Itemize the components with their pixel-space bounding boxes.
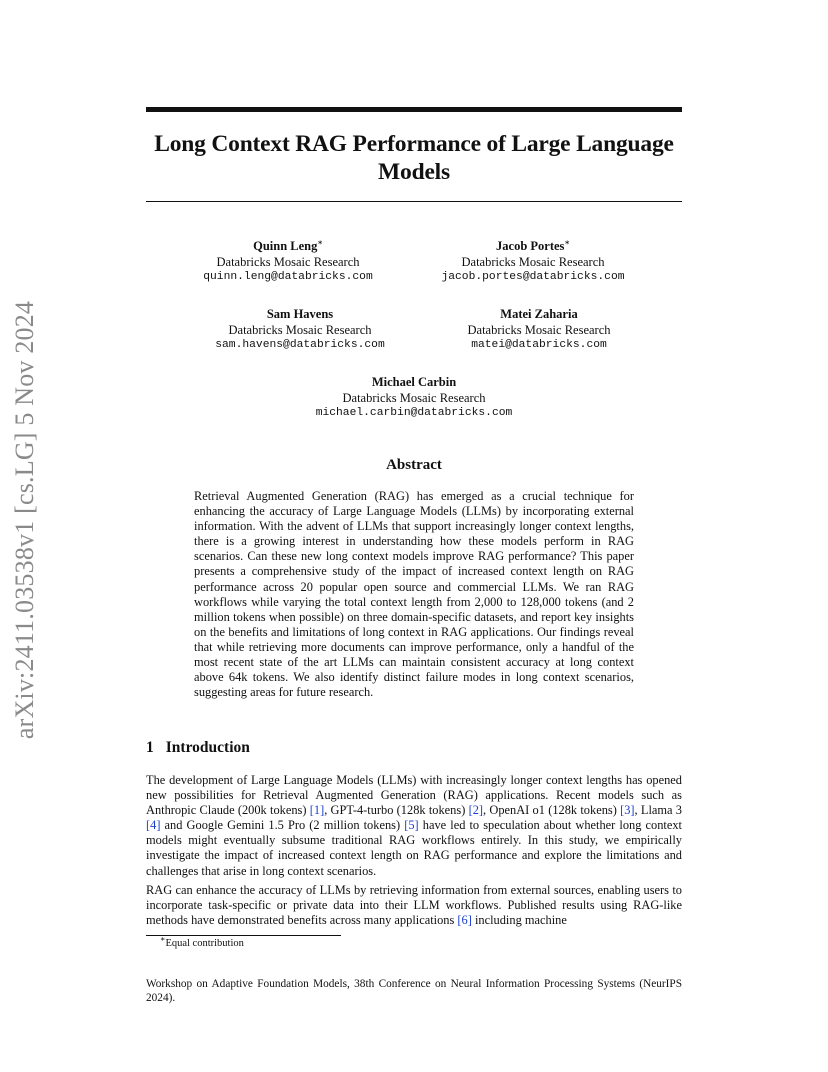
- author-block: [190, 307, 410, 354]
- section-heading: [146, 739, 250, 757]
- author-affiliation: Databricks Mosaic Research: [216, 254, 360, 269]
- author-email[interactable]: jacob.portes@databricks.com: [441, 271, 625, 283]
- abstract-heading: Abstract: [386, 457, 442, 473]
- citation-link[interactable]: [4]: [146, 818, 161, 833]
- author-block: [178, 239, 398, 286]
- footnote-rule: [146, 935, 341, 936]
- author-block: [424, 239, 642, 286]
- footnote-mark: ∗: [160, 934, 166, 944]
- title-bottom-rule: [146, 201, 682, 202]
- author-email[interactable]: quinn.leng@databricks.com: [203, 271, 373, 283]
- citation-link[interactable]: [6]: [457, 913, 472, 928]
- author-name: Quinn Leng∗: [253, 237, 323, 253]
- footnote: [160, 934, 244, 949]
- citation-link[interactable]: [3]: [620, 803, 635, 818]
- equal-contribution-mark: ∗: [317, 237, 323, 247]
- author-block: [430, 307, 648, 354]
- equal-contribution-mark: ∗: [564, 237, 570, 247]
- author-email[interactable]: sam.havens@databricks.com: [215, 339, 385, 351]
- paper-title: Long Context RAG Performance of Large Language Models: [154, 131, 674, 185]
- venue-note: Workshop on Adaptive Foundation Models, 38th Conference on Neural Information Processing Systems (NeurIPS 2024).: [146, 978, 682, 1004]
- intro-paragraph-2: RAG can enhance the accuracy of LLMs by retrieving information from external sources, enabling users to incorporate task-specific or private data into their LLM workflows. Published results using RAG-like methods have demonstrated benefits across many applications [6] including machine: [146, 883, 682, 928]
- footnote-text: Equal contribution: [165, 938, 244, 949]
- title-top-rule: [146, 107, 682, 112]
- arxiv-identifier-text: arXiv:2411.03538v1 [cs.LG] 5 Nov 2024: [10, 300, 39, 740]
- author-name: Matei Zaharia: [500, 307, 578, 321]
- arxiv-identifier-stamp: [3, 289, 47, 751]
- author-affiliation: Databricks Mosaic Research: [467, 322, 611, 337]
- author-name: Jacob Portes∗: [496, 237, 570, 253]
- author-name: Michael Carbin: [371, 375, 457, 389]
- author-affiliation: Databricks Mosaic Research: [342, 390, 486, 405]
- citation-link[interactable]: [2]: [468, 803, 484, 818]
- section-number: 1: [146, 739, 154, 756]
- author-block: [294, 375, 534, 422]
- author-name: Sam Havens: [266, 307, 334, 321]
- citation-link[interactable]: [1]: [309, 803, 325, 818]
- author-affiliation: Databricks Mosaic Research: [461, 254, 605, 269]
- author-email[interactable]: matei@databricks.com: [471, 339, 607, 351]
- abstract-body: Retrieval Augmented Generation (RAG) has emerged as a crucial technique for enhancing the accuracy of Large Language Models (LLMs) by incorporating external information. With the advent of LLMs that support increasingly longer context lengths, there is a growing interest in understanding how these models perform in RAG scenarios. Can these new long context models improve RAG performance? This paper presents a comprehensive study of the impact of increased context length on RAG performance across 20 popular open source and commercial LLMs. We ran RAG workflows while varying the total context length from 2,000 to 128,000 tokens (and 2 million tokens when possible) on three domain-specific datasets, and report key insights on the benefits and limitations of long context in RAG applications. Our findings reveal that while retrieving more documents can improve performance, only a handful of the most recent state of the art LLMs can maintain consistent accuracy at long context above 64k tokens. We also identify distinct failure modes in long context scenarios, suggesting areas for future research.: [194, 489, 634, 700]
- citation-link[interactable]: [5]: [404, 818, 419, 833]
- author-affiliation: Databricks Mosaic Research: [228, 322, 372, 337]
- author-email[interactable]: michael.carbin@databricks.com: [315, 407, 513, 419]
- section-title: Introduction: [165, 739, 250, 756]
- intro-paragraph-1: The development of Large Language Models (LLMs) with increasingly longer context lengths has opened new possibilities for Retrieval Augmented Generation (RAG) applications. Recent models such as Anthropic Claude (200k tokens) [1], GPT-4-turbo (128k tokens) [2], OpenAI o1 (128k tokens) [3], Llama 3 [4] and Google Gemini 1.5 Pro (2 million tokens) [5] have led to speculation about whether long context models might eventually subsume traditional RAG workflows entirely. In this study, we empirically investigate the impact of increased context length on RAG performance and explore the limitations and challenges that arise in long context scenarios.: [146, 773, 682, 878]
